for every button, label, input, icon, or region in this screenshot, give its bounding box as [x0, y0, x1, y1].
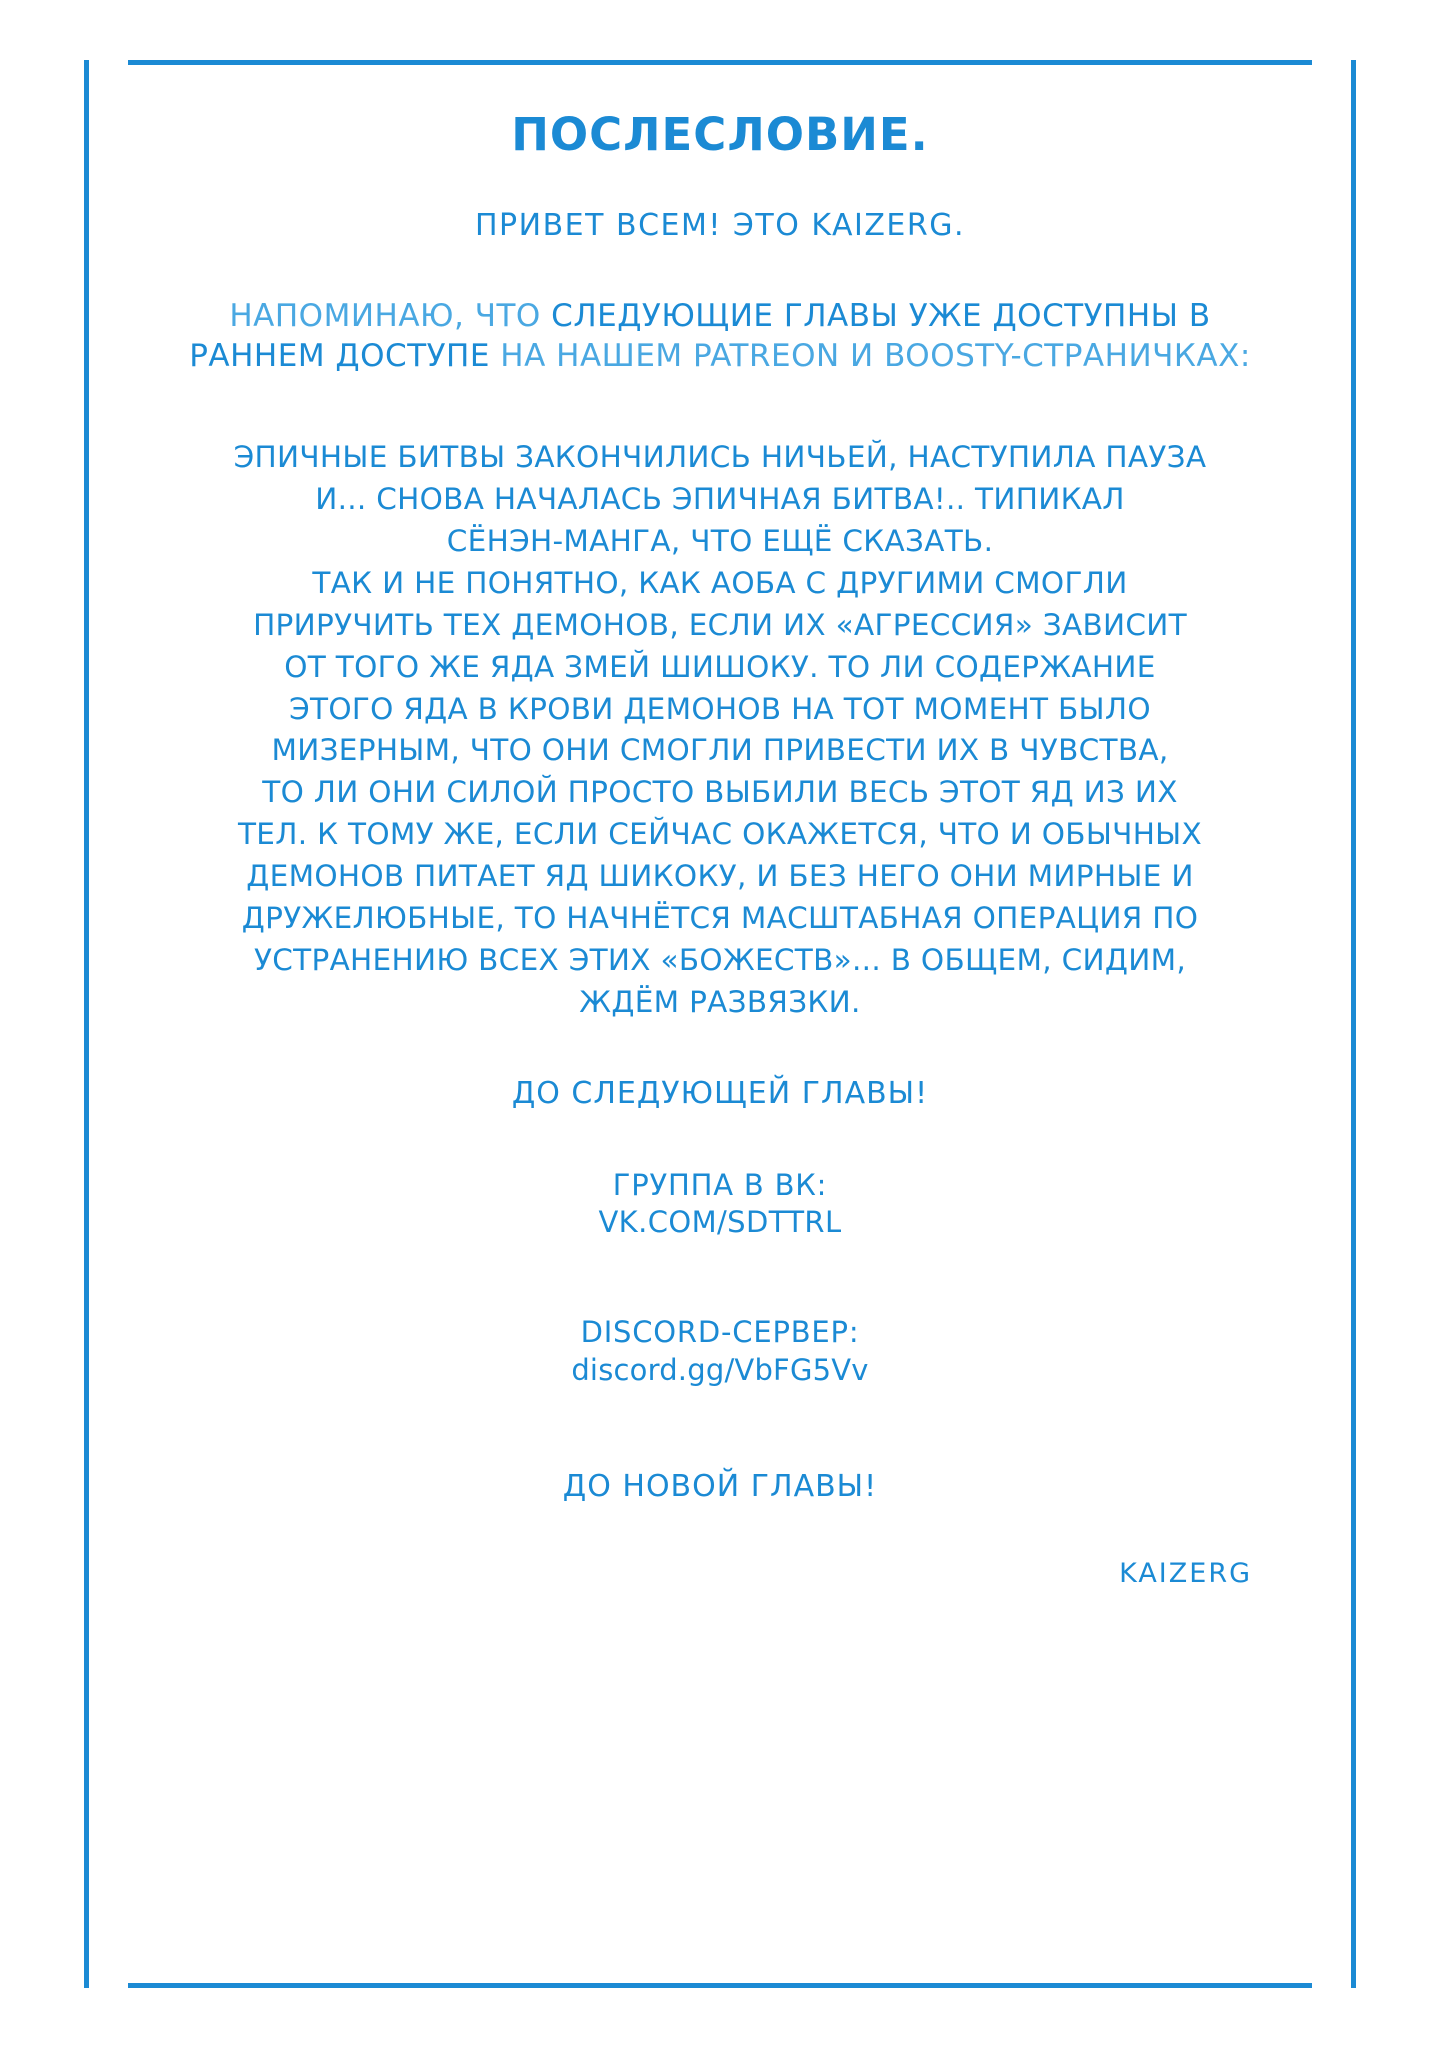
next-chapter-text: ДО СЛЕДУЮЩЕЙ ГЛАВЫ! [511, 1075, 929, 1111]
discord-link-block [130, 1314, 1310, 1389]
body-line: ОТ ТОГО ЖЕ ЯДА ЗМЕЙ ШИШОКУ. ТО ЛИ СОДЕРЖАНИЕ [284, 649, 1156, 684]
farewell-text: ДО НОВОЙ ГЛАВЫ! [562, 1469, 878, 1505]
reminder-part-2: СЛЕДУЮЩИЕ ГЛАВЫ УЖЕ ДОСТУПНЫ В РАННЕМ ДОСТУПЕ [189, 297, 1211, 375]
body-line: ЭТОГО ЯДА В КРОВИ ДЕМОНОВ НА ТОТ МОМЕНТ БЫЛО [289, 691, 1151, 726]
frame-bottom-rule [128, 1983, 1312, 1988]
reminder-part-3: НА НАШЕМ PATREON И BOOSTY-СТРАНИЧКАХ: [500, 338, 1251, 375]
vk-label: ГРУППА В ВК: [612, 1167, 828, 1202]
body-line: ТО ЛИ ОНИ СИЛОЙ ПРОСТО ВЫБИЛИ ВЕСЬ ЭТОТ ЯД ИЗ ИХ [262, 775, 1178, 810]
early-access-reminder [130, 296, 1310, 378]
afterword-body [130, 437, 1310, 1023]
frame-right-rule [1351, 60, 1356, 1988]
frame-left-rule [84, 60, 89, 1988]
body-line: СЁНЭН-МАНГА, ЧТО ЕЩЁ СКАЗАТЬ. [446, 524, 994, 559]
body-line: ЭПИЧНЫЕ БИТВЫ ЗАКОНЧИЛИСЬ НИЧЬЕЙ, НАСТУПИЛА ПАУЗА [233, 440, 1207, 475]
body-line: ТЕЛ. К ТОМУ ЖЕ, ЕСЛИ СЕЙЧАС ОКАЖЕТСЯ, ЧТО И ОБЫЧНЫХ [237, 817, 1203, 852]
body-line: МИЗЕРНЫМ, ЧТО ОНИ СМОГЛИ ПРИВЕСТИ ИХ В ЧУВСТВА, [271, 733, 1169, 768]
author-signature: KAIZERG [1119, 1558, 1252, 1590]
vk-link[interactable]: VK.COM/SDTTRL [598, 1205, 842, 1240]
greeting-text: ПРИВЕТ ВСЕМ! ЭТО KAIZERG. [475, 207, 965, 243]
body-line: ДРУЖЕЛЮБНЫЕ, ТО НАЧНЁТСЯ МАСШТАБНАЯ ОПЕРАЦИЯ ПО [241, 900, 1199, 935]
vk-link-block [130, 1167, 1310, 1242]
afterword-content [130, 110, 1310, 1616]
body-line: ЖДЁМ РАЗВЯЗКИ. [579, 984, 861, 1019]
body-line: И... СНОВА НАЧАЛАСЬ ЭПИЧНАЯ БИТВА!.. ТИПИКАЛ [315, 482, 1125, 517]
body-line: ПРИРУЧИТЬ ТЕХ ДЕМОНОВ, ЕСЛИ ИХ «АГРЕССИЯ» ЗАВИСИТ [253, 607, 1187, 642]
frame-top-rule [128, 60, 1312, 65]
reminder-part-1: НАПОМИНАЮ, ЧТО [229, 297, 552, 334]
discord-link[interactable]: discord.gg/VbFG5Vv [571, 1352, 869, 1387]
body-line: ДЕМОНОВ ПИТАЕТ ЯД ШИКОКУ, И БЕЗ НЕГО ОНИ МИРНЫЕ И [246, 859, 1194, 894]
page-title: ПОСЛЕСЛОВИЕ. [511, 108, 929, 161]
discord-label: DISCORD-СЕРВЕР: [580, 1314, 860, 1349]
body-line: ТАК И НЕ ПОНЯТНО, КАК АОБА С ДРУГИМИ СМОГЛИ [312, 565, 1128, 600]
body-line: УСТРАНЕНИЮ ВСЕХ ЭТИХ «БОЖЕСТВ»... В ОБЩЕМ, СИДИМ, [253, 942, 1187, 977]
